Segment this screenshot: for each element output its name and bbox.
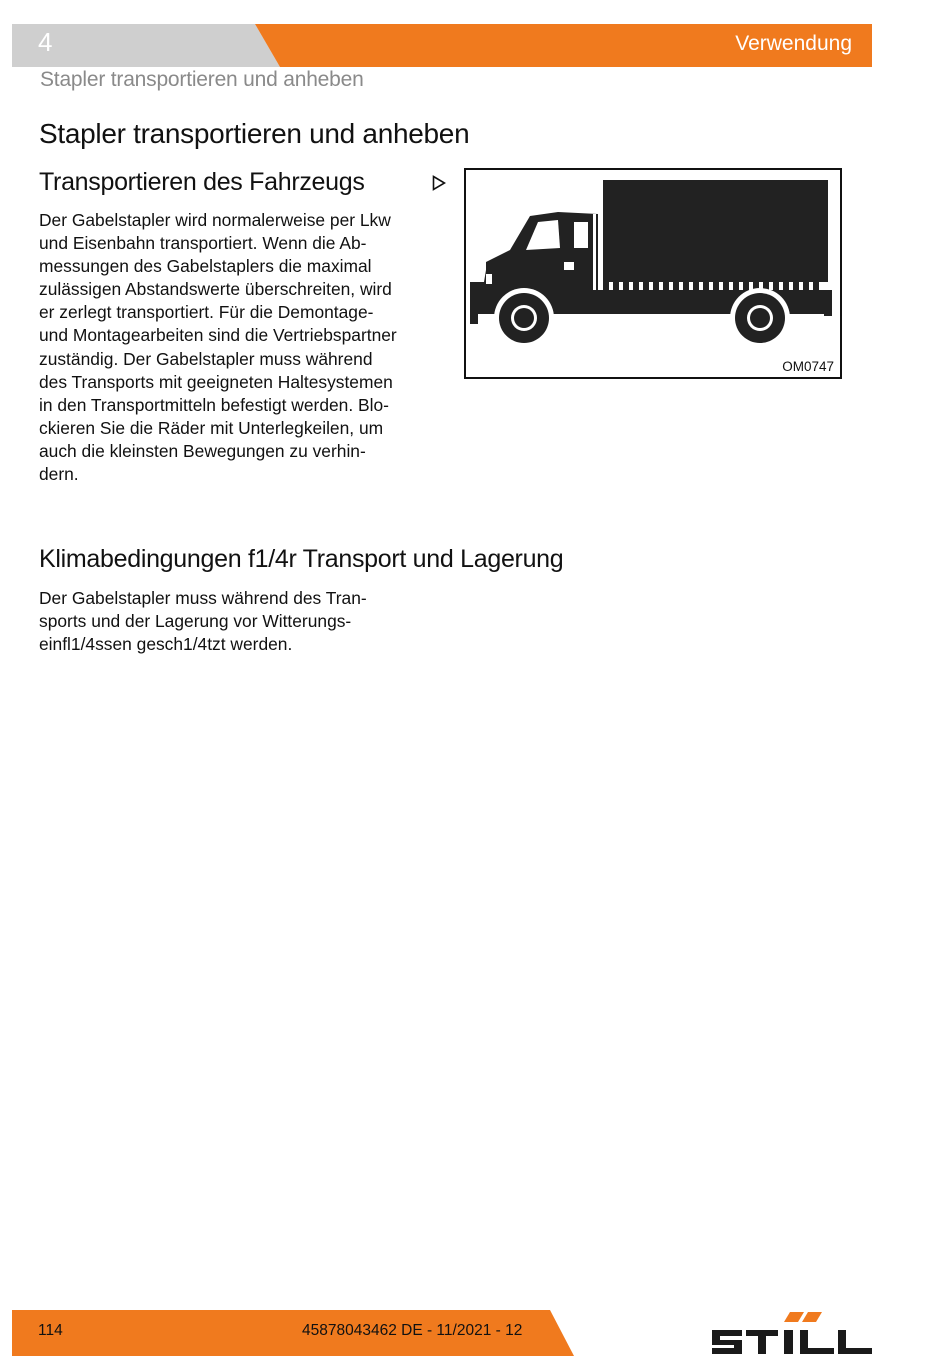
truck-icon [466, 170, 840, 377]
figure-code: OM0747 [782, 359, 834, 374]
triangle-right-icon [432, 175, 446, 191]
page-number: 114 [38, 1322, 63, 1339]
running-title: Stapler transportieren und anheben [40, 68, 364, 91]
section-body-climate: Der Gabelstapler muss während des Tran- sports und der Lagerung vor Witterungs- einfl1/4ssen gesch1/4tzt werden. [39, 588, 367, 655]
document-reference: 45878043462 DE - 11/2021 - 12 [302, 1322, 523, 1339]
section-body-transport: Der Gabelstapler wird normalerweise per Lkw und Eisenbahn transportiert. Wenn die Ab- messungen des Gabelstaplers die maximal zulässigen Abstandswerte überschreiten, wird er zerlegt transportiert. Für die Demontage- und Montagearbeiten sind die Vertriebspartner zuständig. Der Gabelstapler muss während des Transports mit geeigneten Haltesystemen in den Transportmitteln befestigt werden. Blo- ckieren Sie die Räder mit Unterlegkeilen, um auch die kleinsten Bewegungen zu verhin- dern. [39, 210, 397, 485]
page-title: Stapler transportieren und anheben [39, 118, 470, 149]
section-heading-transport: Transportieren des Fahrzeugs [39, 168, 365, 196]
truck-figure [464, 168, 842, 379]
chapter-title: Verwendung [735, 32, 852, 55]
chapter-number: 4 [38, 27, 53, 57]
still-logo [712, 1312, 872, 1358]
section-heading-climate: Klimabedingungen f1/4r Transport und Lagerung [39, 545, 564, 573]
